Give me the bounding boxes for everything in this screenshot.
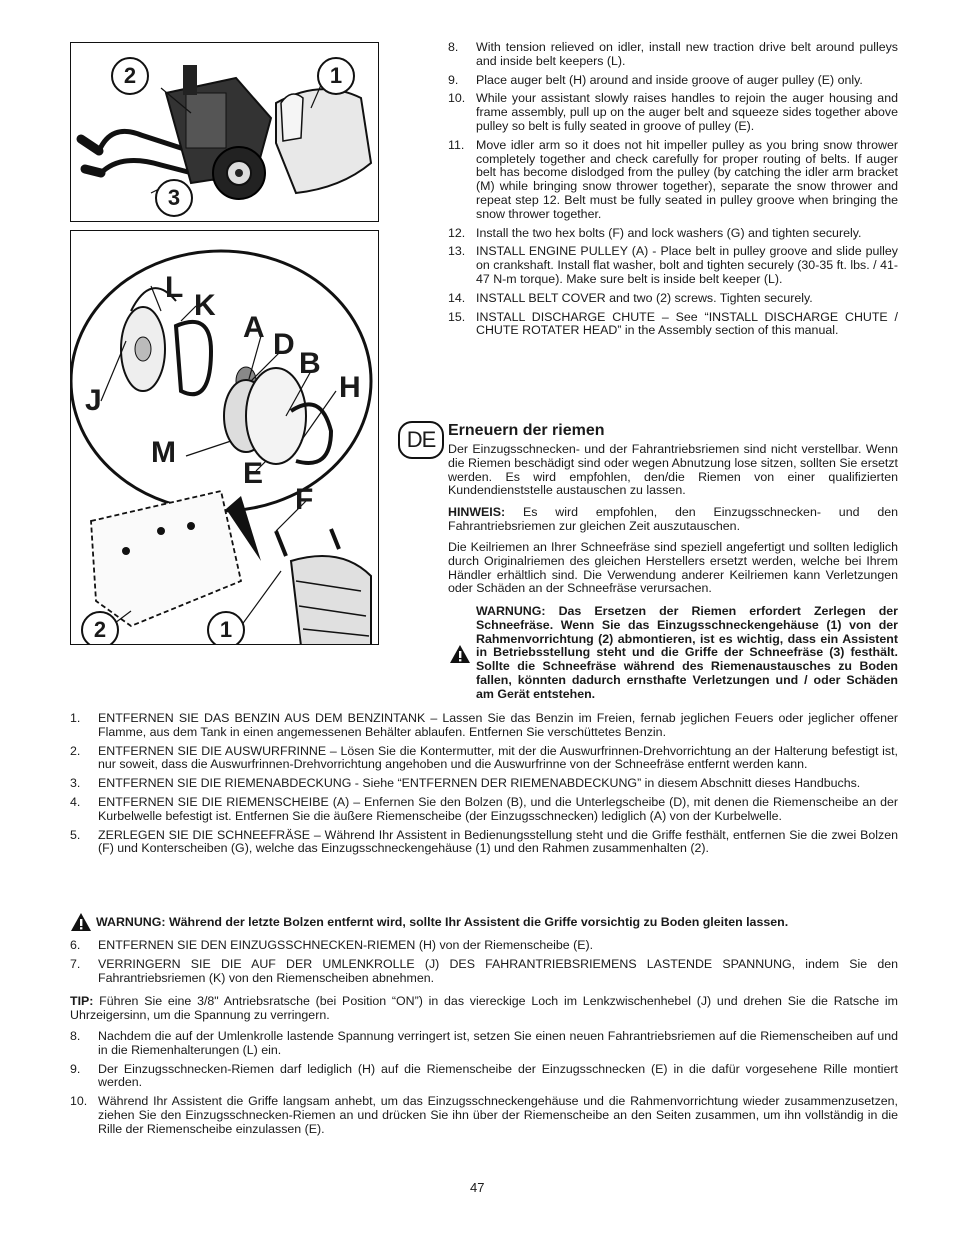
page-number: 47: [470, 1180, 485, 1195]
en-step-14: 14. INSTALL BELT COVER and two (2) screws. Tighten securely.: [448, 290, 813, 305]
de-step-3: 3. ENTFERNEN SIE DIE RIEMENABDECKUNG - Siehe “ENTFERNEN DER RIEMENABDECKUNG” in diesem Abschnitt dieses Handbuchs.: [70, 776, 861, 791]
tip-label: TIP:: [70, 994, 94, 1008]
de-step-5: 5. ZERLEGEN SIE DIE SCHNEEFRÄSE – Während Ihr Assistent in Bedienungsstellung steht und die Griffe festhält, entfernen Sie die zwei Bolzen (F) und Konterscheiben (G), welche das Einzugsschneckengehäuse (1) und den Rahmen zusammenhalten (2).: [70, 827, 898, 856]
de-warning-2: WARNUNG: Während der letzte Bolzen entfernt wird, sollte Ihr Assistent die Griffe vorsichtig zu Boden gleiten lassen.: [96, 915, 789, 929]
en-step-13: 13. INSTALL ENGINE PULLEY (A) - Place belt in pulley groove and slide pulley on crankshaft. Install flat washer, bolt and tighten securely (30-35 ft. lbs. / 41-47 N-m torque). Make sure belt is inside belt keeper (L).: [448, 244, 898, 286]
hint-label: HINWEIS:: [448, 505, 506, 519]
german-steps-a: [70, 712, 898, 861]
en-step-15: 15. INSTALL DISCHARGE CHUTE – See “INSTALL DISCHARGE CHUTE / CHUTE ROTATER HEAD” in the Assembly section of this manual.: [448, 309, 898, 338]
tip-text: Führen Sie eine 3/8" Antriebsratsche (bei Position “ON”) in das viereckige Loch im Lenkzwischenhebel (J) und drehen Sie die Ratsche im Uhrzeigersinn, um die Spannung zu verringern.: [70, 994, 898, 1022]
de-step-7: 7. VERRINGERN SIE DIE AUF DER UMLENKROLLE (J) DES FAHRANTRIEBSRIEMENS LASTENDE SPANNUNG, indem Sie den Fahrantriebsriemen (K) von den Riemenscheiben abnehmen.: [70, 956, 898, 985]
en-step-list: [448, 41, 898, 338]
de-step-6: 6. ENTFERNEN SIE DEN EINZUGSSCHNECKEN-RIEMEN (H) von der Riemenscheibe (E).: [70, 938, 594, 952]
callout-1: 1: [317, 57, 355, 95]
en-step-8: 8. With tension relieved on idler, install new traction drive belt around pulleys and inside belt keepers (L).: [448, 40, 898, 68]
de-step-9: 9. Der Einzugsschnecken-Riemen darf lediglich (H) auf die Riemenscheibe der Einzugsschnecken (E) in die dafür vorgesehene Rille montiert werden.: [70, 1061, 898, 1090]
tip-paragraph: [70, 995, 898, 1023]
de-belts-paragraph: Die Keilriemen an Ihrer Schneefräse sind speziell angefertigt und sollten lediglich durch Originalriemen des gleichen Herstellers ersetzt werden, welche bei Ihrem Händler erhältlich sind. Die Verwendung anderer Keilriemen kann Verletzungen oder Schäden an der Schneefräse verursachen.: [448, 540, 898, 596]
language-badge-de: DE: [398, 421, 444, 459]
de-intro-paragraph: Der Einzugsschnecken- und der Fahrantriebsriemen sind nicht verstellbar. Wenn die Riemen beschädigt sind oder wegen Abnutzung lose sitzen, sollten Sie ersetzt werden. Es wird empfohlen, den/die Riemen von einer qualifizierten Kundendienststelle austauschen zu lassen.: [448, 442, 898, 498]
de-step-10: 10. Während Ihr Assistent die Griffe langsam anhebt, um das Einzugsschneckengehäuse und die Rahmenvorrichtung wieder zusammenzusetzen, ziehen Sie den Einzugsschnecken-Riemen an und drücken Sie ihn über der Riemenscheibe an den Seiten zusammen, um ihn vollständig in die Rille der Riemenscheibe einzulassen (E).: [70, 1094, 898, 1136]
de-step-list-b: [70, 939, 898, 985]
warning-icon: [449, 644, 471, 664]
callout-2: 2: [111, 57, 149, 95]
callout-F: F: [295, 483, 314, 516]
german-steps-b: [70, 939, 898, 990]
en-step-12: 12. Install the two hex bolts (F) and lock washers (G) and tighten securely.: [448, 225, 862, 240]
de-step-list-c: [70, 1030, 898, 1137]
callout-H: H: [339, 371, 361, 404]
de-step-4: 4. ENTFERNEN SIE DIE RIEMENSCHEIBE (A) – Enfernen Sie den Bolzen (B), und die Unterlegscheibe (D), mit denen die Riemenscheibe an der Kurbelwelle befestigt ist. Entfernen Sie die äußere Riemenscheibe (der Einzugsschnecken) lediglich (A) von der Kurbelwelle.: [70, 794, 898, 823]
callout-K: K: [194, 289, 216, 322]
de-step-8: 8. Nachdem die auf der Umlenkrolle lastende Spannung verringert ist, setzen Sie einen neuen Fahrantriebsriemen auf die Riemenscheiben auf und in die Riemenhalterungen (L) ein.: [70, 1029, 898, 1057]
figure-top-snowthrower: [70, 42, 379, 222]
callout-2-bottom: 2: [81, 611, 119, 645]
en-step-9: 9. Place auger belt (H) around and inside groove of auger pulley (E) only.: [448, 72, 863, 87]
de-step-2: 2. ENTFERNEN SIE DIE AUSWURFRINNE – Lösen Sie die Kontermutter, mit der die Auswurfrinnen-Drehvorrichtung an der Halterung befestigt ist, nur soweit, dass die Auswurfrinnen-Drehvorrichtung angehoben und die Auswurfrinne von der Schneefräse entfernt werden kann.: [70, 743, 898, 772]
figure-bottom-belt-detail: [70, 230, 379, 645]
warning-icon-2: [70, 912, 92, 932]
callout-L: L: [165, 271, 184, 304]
de-step-list-a: [70, 712, 898, 856]
german-steps-c: [70, 1030, 898, 1142]
callout-B: B: [299, 347, 321, 380]
callout-3: 3: [155, 179, 193, 217]
en-step-11: 11. Move idler arm so it does not hit impeller pulley as you bring snow thrower completely together and check carefully for proper routing of belts. If auger belt has become dislodged from the pulley (by catching the idler arm bracket (M) while bringing snow thrower together), separate the snow thrower and repeat step 12. Belt must be fully seated in pulley groove when bringing the snow thrower together.: [448, 137, 898, 221]
de-hint-paragraph: [448, 506, 898, 534]
callout-A: A: [243, 311, 265, 344]
callout-D: D: [273, 328, 295, 361]
hint-text: Es wird empfohlen, den Einzugsschnecken- und den Fahrantriebsriemen zur gleichen Zeit auszutauschen.: [448, 505, 898, 533]
belt-detail-illustration: [71, 231, 379, 645]
callout-E: E: [243, 457, 264, 490]
en-step-10: 10. While your assistant slowly raises handles to rejoin the auger housing and frame assembly, pull up on the auger belt and squeeze sides together above pulley so belt is fully seated in groove of pulley (E).: [448, 91, 898, 133]
section-heading: Erneuern der riemen: [448, 422, 605, 439]
de-step-1: 1. ENTFERNEN SIE DAS BENZIN AUS DEM BENZINTANK – Lassen Sie das Benzin im Freien, fernab jeglichen Feuers oder jeglicher offener Flamme, aus dem Tank in einen angemessenen Behälter ablaufen. Entfernen Sie verschüttetes Benzin.: [70, 711, 898, 739]
english-steps: [448, 41, 898, 343]
callout-J: J: [85, 384, 102, 417]
callout-1-bottom: 1: [207, 611, 245, 645]
de-warning-paragraph: WARNUNG: Das Ersetzen der Riemen erfordert Zerlegen der Schneefräse. Wenn Sie das Einzugsschneckengehäuse (1) von der Rahmenvorrichtung (2) abmontieren, ist es wichtig, dass ein Assistent in Betriebsstellung steht und die Griffe der Schneefräse (3) festhält. Sollte die Schneefräse während des Riemenaustausches zu Boden fallen, könnten dadurch ernsthafte Verletzungen und / oder Schäden am Gerät entstehen.: [476, 604, 898, 701]
callout-M: M: [151, 436, 176, 469]
